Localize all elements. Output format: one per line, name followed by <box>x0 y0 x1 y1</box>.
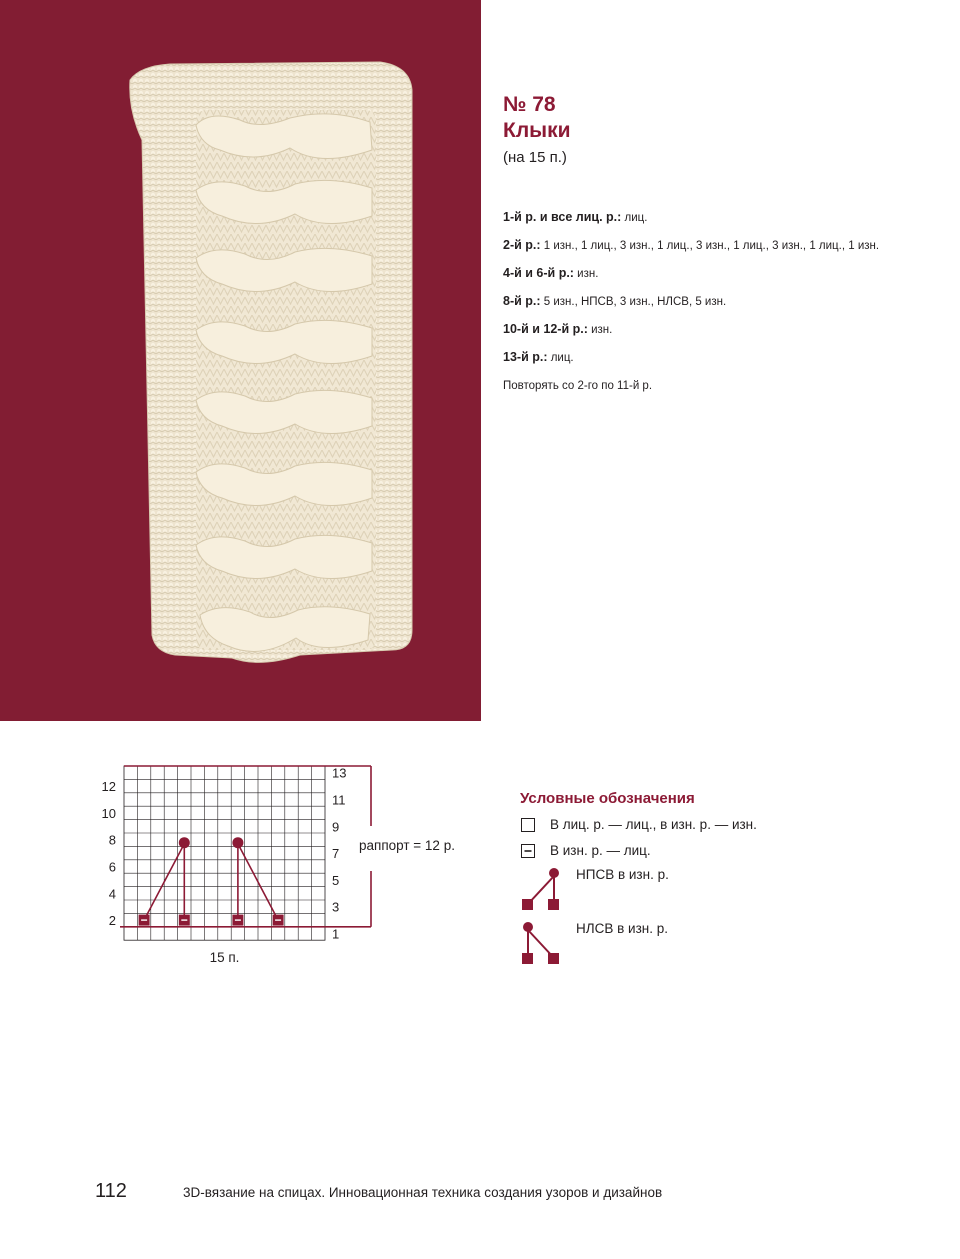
instruction-row <box>503 344 943 372</box>
repeat-note: Повторять со 2-го по 11-й р. <box>503 380 653 392</box>
legend-title: Условные обозначения <box>520 790 695 807</box>
row-number: 1 <box>332 926 340 942</box>
legend-item <box>520 838 940 864</box>
row-text: 1 изн., 1 лиц., 3 изн., 1 лиц., 3 изн., 1 лиц., 3 изн., 1 лиц., 1 изн. <box>540 240 880 252</box>
row-number: 6 <box>108 859 116 875</box>
legend-item <box>520 864 940 918</box>
cross-dot <box>232 837 243 848</box>
repeat-label: раппорт = 12 р. <box>359 838 455 853</box>
row-label: 1-й р. и все лиц. р.: <box>503 210 622 224</box>
legend-label: НПСВ в изн. р. <box>576 867 669 882</box>
instruction-row <box>503 260 943 288</box>
empty-square-icon <box>520 812 536 838</box>
legend <box>520 788 940 972</box>
legend-label: В лиц. р. — лиц., в изн. р. — изн. <box>550 817 757 832</box>
row-label: 4-й и 6-й р.: <box>503 266 574 280</box>
row-text: изн. <box>573 268 599 280</box>
instruction-row <box>503 316 943 344</box>
left-cross-icon <box>520 918 566 972</box>
instruction-row <box>503 288 943 316</box>
row-label: 8-й р.: <box>503 294 541 308</box>
right-cross-icon <box>520 864 566 918</box>
row-number: 5 <box>332 872 340 888</box>
row-number: 11 <box>332 792 346 808</box>
row-number: 3 <box>332 899 340 915</box>
pattern-header <box>503 92 923 171</box>
row-label: 2-й р.: <box>503 238 541 252</box>
pattern-name: Клыки <box>503 119 571 142</box>
instruction-row <box>503 204 943 232</box>
row-number: 8 <box>108 832 116 848</box>
row-label: 13-й р.: <box>503 350 548 364</box>
row-number: 9 <box>332 819 340 835</box>
stitch-count: (на 15 п.) <box>503 149 567 166</box>
legend-label: В изн. р. — лиц. <box>550 843 651 858</box>
knitting-chart <box>90 762 490 972</box>
row-instructions <box>503 204 943 400</box>
pattern-number: № 78 <box>503 93 556 116</box>
swatch-photo <box>0 0 481 721</box>
row-label: 10-й и 12-й р.: <box>503 322 588 336</box>
instruction-row <box>503 232 943 260</box>
row-text: 5 изн., НПСВ, 3 изн., НЛСВ, 5 изн. <box>540 296 727 308</box>
legend-item <box>520 918 940 972</box>
row-number: 13 <box>332 765 347 781</box>
row-number: 2 <box>108 913 116 929</box>
row-text: лиц. <box>621 212 648 224</box>
row-text: лиц. <box>547 352 574 364</box>
cross-dot <box>179 837 190 848</box>
page-number: 112 <box>95 1180 127 1202</box>
row-number: 4 <box>108 886 116 902</box>
legend-label: НЛСВ в изн. р. <box>576 921 668 936</box>
grid-frame <box>124 766 325 940</box>
row-number: 12 <box>101 779 116 795</box>
minus-square-icon <box>520 838 536 864</box>
row-number: 10 <box>101 805 116 821</box>
row-number: 7 <box>332 846 340 862</box>
width-label: 15 п. <box>209 950 240 966</box>
legend-item <box>520 812 940 838</box>
book-title: 3D-вязание на спицах. Инновационная техника создания узоров и дизайнов <box>183 1185 663 1200</box>
row-text: изн. <box>587 324 613 336</box>
